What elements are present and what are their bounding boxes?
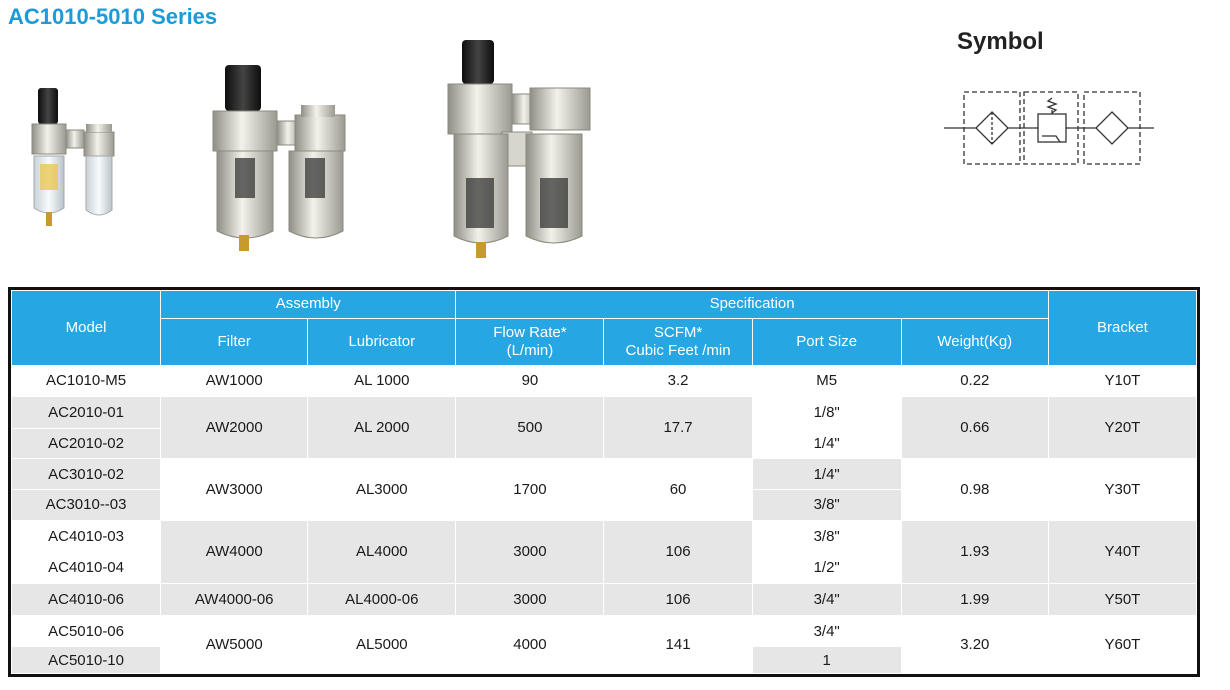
specification-table-frame <box>8 287 1200 677</box>
bracket-cell: Y20T <box>1048 397 1196 459</box>
scfm-cell: 106 <box>604 584 752 616</box>
symbol-title: Symbol <box>957 28 1044 55</box>
filter-cell: AW4000-06 <box>161 584 308 616</box>
port-size-cell: 1 <box>752 647 901 674</box>
bracket-cell: Y40T <box>1048 520 1196 583</box>
weight-cell: 3.20 <box>901 615 1048 673</box>
scfm-cell: 3.2 <box>604 365 752 397</box>
table-row <box>12 459 1197 490</box>
model-cell: AC4010-06 <box>12 584 161 616</box>
header-port-size: Port Size <box>752 318 901 365</box>
bracket-cell: Y60T <box>1048 615 1196 673</box>
lubricator-cell: AL5000 <box>308 615 456 673</box>
port-size-cell: 1/8" <box>752 397 901 429</box>
header-scfm-line2: Cubic Feet /min <box>625 341 731 359</box>
large-frl-unit-icon <box>444 38 594 260</box>
small-frl-unit-icon <box>26 84 126 236</box>
bracket-cell: Y10T <box>1048 365 1196 397</box>
lubricator-cell: AL4000 <box>308 520 456 583</box>
flow-rate-cell: 3000 <box>456 520 604 583</box>
port-size-cell: 1/4" <box>752 459 901 490</box>
lubricator-cell: AL4000-06 <box>308 584 456 616</box>
filter-cell: AW1000 <box>161 365 308 397</box>
filter-cell: AW3000 <box>161 459 308 520</box>
header-flow-rate <box>456 318 604 365</box>
bracket-cell: Y50T <box>1048 584 1196 616</box>
weight-cell: 0.66 <box>901 397 1048 459</box>
header-weight: Weight(Kg) <box>901 318 1048 365</box>
frl-symbol-diagram <box>942 86 1156 170</box>
medium-frl-unit-icon <box>205 63 355 253</box>
bracket-cell: Y30T <box>1048 459 1196 520</box>
lubricator-cell: AL 2000 <box>308 397 456 459</box>
flow-rate-cell: 500 <box>456 397 604 459</box>
model-cell: AC1010-M5 <box>12 365 161 397</box>
header-model: Model <box>12 291 161 366</box>
weight-cell: 0.98 <box>901 459 1048 520</box>
weight-cell: 1.93 <box>901 520 1048 583</box>
table-row <box>12 520 1197 552</box>
scfm-cell: 17.7 <box>604 397 752 459</box>
port-size-cell: 3/4" <box>752 584 901 616</box>
scfm-cell: 60 <box>604 459 752 520</box>
filter-cell: AW4000 <box>161 520 308 583</box>
model-cell: AC5010-10 <box>12 647 161 674</box>
header-scfm <box>604 318 752 365</box>
table-row <box>12 365 1197 397</box>
header-flow-rate-line1: Flow Rate* <box>493 323 567 341</box>
port-size-cell: M5 <box>752 365 901 397</box>
table-row <box>12 584 1197 616</box>
port-size-cell: 1/4" <box>752 428 901 459</box>
port-size-cell: 3/8" <box>752 520 901 552</box>
flow-rate-cell: 3000 <box>456 584 604 616</box>
lubricator-cell: AL 1000 <box>308 365 456 397</box>
header-scfm-line1: SCFM* <box>653 323 703 341</box>
header-filter: Filter <box>161 318 308 365</box>
table-row <box>12 397 1197 429</box>
scfm-cell: 141 <box>604 615 752 673</box>
flow-rate-cell: 90 <box>456 365 604 397</box>
flow-rate-cell: 1700 <box>456 459 604 520</box>
lubricator-cell: AL3000 <box>308 459 456 520</box>
filter-cell: AW2000 <box>161 397 308 459</box>
port-size-cell: 3/4" <box>752 615 901 647</box>
table-row <box>12 615 1197 647</box>
header-lubricator: Lubricator <box>308 318 456 365</box>
model-cell: AC4010-04 <box>12 552 161 584</box>
model-cell: AC3010--03 <box>12 490 161 521</box>
port-size-cell: 1/2" <box>752 552 901 584</box>
port-size-cell: 3/8" <box>752 490 901 521</box>
weight-cell: 0.22 <box>901 365 1048 397</box>
filter-cell: AW5000 <box>161 615 308 673</box>
flow-rate-cell: 4000 <box>456 615 604 673</box>
header-bracket: Bracket <box>1048 291 1196 366</box>
scfm-cell: 106 <box>604 520 752 583</box>
weight-cell: 1.99 <box>901 584 1048 616</box>
header-flow-rate-line2: (L/min) <box>506 341 554 359</box>
model-cell: AC2010-01 <box>12 397 161 429</box>
model-cell: AC4010-03 <box>12 520 161 552</box>
model-cell: AC3010-02 <box>12 459 161 490</box>
header-specification: Specification <box>456 291 1048 319</box>
series-title: AC1010-5010 Series <box>8 4 218 29</box>
model-cell: AC5010-06 <box>12 615 161 647</box>
model-cell: AC2010-02 <box>12 428 161 459</box>
header-assembly: Assembly <box>161 291 456 319</box>
specification-table <box>11 290 1197 674</box>
